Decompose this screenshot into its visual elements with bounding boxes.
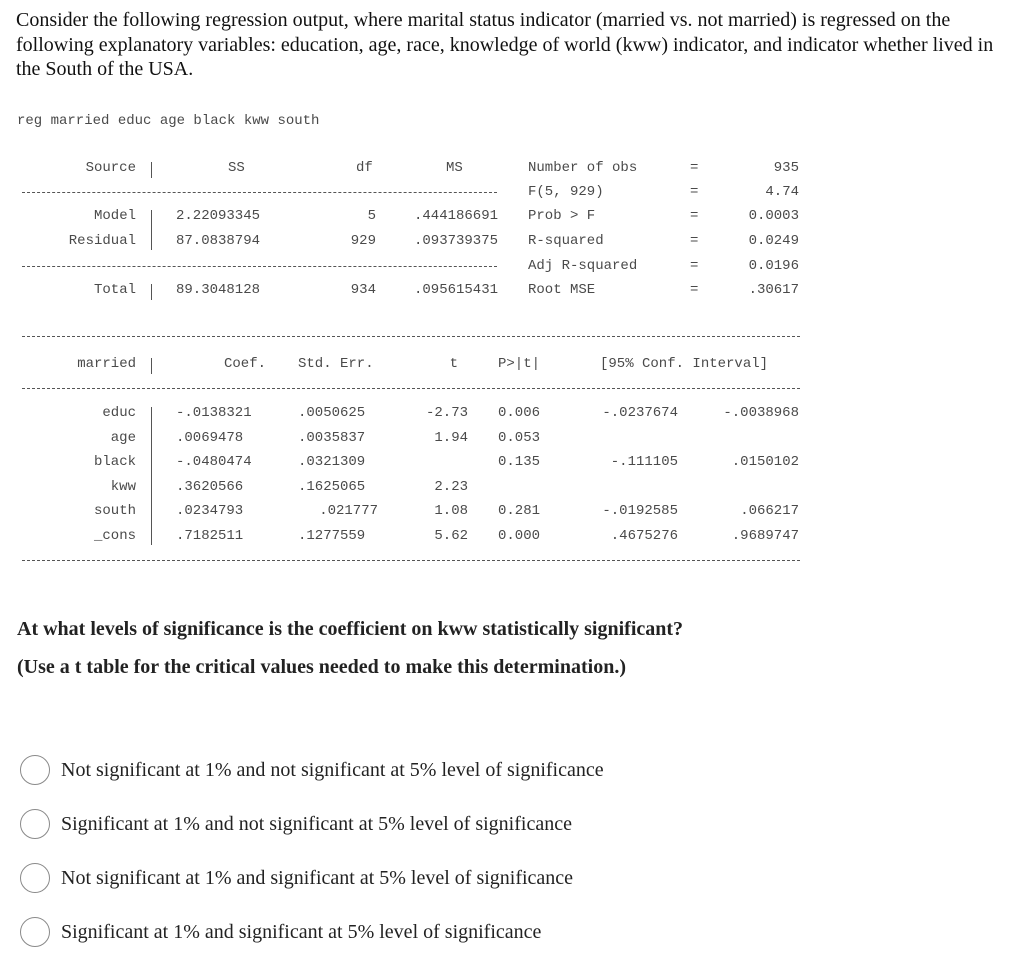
stat-label: Number of obs [528, 160, 638, 176]
coef-row-ci-low: -.0237674 [602, 405, 678, 421]
coef-row-var: south [93, 503, 136, 519]
stat-equals: = [690, 282, 699, 298]
table-divider [151, 162, 152, 178]
table-rule [22, 266, 497, 267]
answer-option-label: Significant at 1% and not significant at 5% level of significance [61, 812, 572, 835]
anova-ms: .095615431 [413, 282, 498, 298]
stat-label: Adj R-squared [528, 258, 638, 274]
coef-row-p: 0.135 [498, 454, 541, 470]
coef-header-var: married [77, 356, 136, 372]
answer-option[interactable] [20, 914, 541, 950]
coef-row-ci-low: .4675276 [610, 528, 678, 544]
anova-df: 5 [367, 208, 376, 224]
stat-value: 4.74 [765, 184, 799, 200]
stat-label: Prob > F [528, 208, 596, 224]
coef-row-se: .0321309 [298, 454, 366, 470]
coef-row-t: 1.94 [434, 430, 468, 446]
table-rule [22, 388, 800, 389]
coef-row-ci-low: -.0192585 [602, 503, 678, 519]
coef-row-var: age [110, 430, 136, 446]
anova-ss: 89.3048128 [176, 282, 261, 298]
coef-row-t: 5.62 [434, 528, 468, 544]
anova-df: 929 [350, 233, 376, 249]
radio-button[interactable] [20, 863, 50, 893]
coef-row-se: .0050625 [298, 405, 366, 421]
radio-button[interactable] [20, 917, 50, 947]
table-rule [22, 560, 800, 561]
coef-row-var: _cons [93, 528, 136, 544]
anova-ss: 87.0838794 [176, 233, 261, 249]
coef-row-ci-high: .0150102 [731, 454, 799, 470]
coef-row-p: 0.053 [498, 430, 541, 446]
coef-row-se: .0035837 [298, 430, 366, 446]
coef-row-coef: -.0138321 [176, 405, 252, 421]
table-rule [22, 192, 497, 193]
radio-button[interactable] [20, 809, 50, 839]
table-divider [151, 358, 152, 374]
coef-row-t: -2.73 [425, 405, 468, 421]
radio-button[interactable] [20, 755, 50, 785]
answer-option-label: Not significant at 1% and not significant at 5% level of significance [61, 758, 604, 781]
question-text: At what levels of significance is the coefficient on kww statistically significant? [17, 618, 684, 640]
coef-row-t: 2.23 [434, 479, 468, 495]
coef-row-ci-high: .9689747 [731, 528, 799, 544]
coef-row-coef: .3620566 [176, 479, 244, 495]
coef-row-p: 0.000 [498, 528, 541, 544]
stat-value: 0.0003 [748, 208, 799, 224]
anova-ss: 2.22093345 [176, 208, 261, 224]
anova-header-ms: MS [446, 160, 463, 176]
stat-equals: = [690, 160, 699, 176]
coef-row-ci-high: -.0038968 [723, 405, 799, 421]
coef-row-coef: .0234793 [176, 503, 244, 519]
anova-source: Residual [68, 233, 136, 249]
answer-option[interactable] [20, 806, 572, 842]
stat-equals: = [690, 184, 699, 200]
stata-command: reg married educ age black kww south [17, 113, 320, 129]
stat-equals: = [690, 208, 699, 224]
coef-row-p: 0.281 [498, 503, 541, 519]
anova-source: Total [93, 282, 136, 298]
stat-value: .30617 [748, 282, 799, 298]
coef-row-se: .1277559 [298, 528, 366, 544]
coef-row-coef: -.0480474 [176, 454, 252, 470]
stat-label: F(5, 929) [528, 184, 604, 200]
table-divider [151, 284, 152, 300]
question-hint: (Use a t table for the critical values needed to make this determination.) [17, 656, 626, 678]
coef-header-ci: [95% Conf. Interval] [600, 356, 769, 372]
coef-row-var: kww [110, 479, 136, 495]
answer-option[interactable] [20, 860, 573, 896]
answer-option-label: Significant at 1% and significant at 5% level of significance [61, 920, 542, 943]
coef-row-se: .021777 [319, 503, 378, 519]
stat-equals: = [690, 233, 699, 249]
stat-equals: = [690, 258, 699, 274]
coef-row-var: black [93, 454, 136, 470]
coef-row-se: .1625065 [298, 479, 366, 495]
anova-ms: .444186691 [413, 208, 498, 224]
coef-row-coef: .0069478 [176, 430, 244, 446]
anova-ms: .093739375 [413, 233, 498, 249]
table-rule [22, 336, 800, 337]
coef-row-coef: .7182511 [176, 528, 244, 544]
coef-header-se: Std. Err. [298, 356, 374, 372]
coef-row-var: educ [102, 405, 136, 421]
stat-value: 935 [773, 160, 799, 176]
anova-source: Model [93, 208, 136, 224]
anova-header-df: df [356, 160, 373, 176]
coef-row-t: 1.08 [434, 503, 468, 519]
anova-header-source: Source [85, 160, 136, 176]
table-divider [151, 210, 152, 250]
anova-header-ss: SS [228, 160, 245, 176]
coef-row-p: 0.006 [498, 405, 541, 421]
stat-label: Root MSE [528, 282, 596, 298]
stat-value: 0.0196 [748, 258, 799, 274]
coef-row-ci-low: -.111105 [610, 454, 678, 470]
answer-option[interactable] [20, 752, 604, 788]
table-divider [151, 407, 152, 545]
stat-value: 0.0249 [748, 233, 799, 249]
stat-label: R-squared [528, 233, 604, 249]
coef-header-t: t [449, 356, 458, 372]
anova-df: 934 [350, 282, 376, 298]
question-intro: Consider the following regression output, where marital status indicator (married vs. not married) is regressed on the following explanatory variables: education, age, race, knowledge of world (kww) indicator, and indicator whether lived in the South of the USA. [16, 9, 994, 80]
answer-option-label: Not significant at 1% and significant at 5% level of significance [61, 866, 574, 889]
coef-header-coef: Coef. [223, 356, 266, 372]
coef-row-ci-high: .066217 [740, 503, 799, 519]
coef-header-p: P>|t| [498, 356, 541, 372]
